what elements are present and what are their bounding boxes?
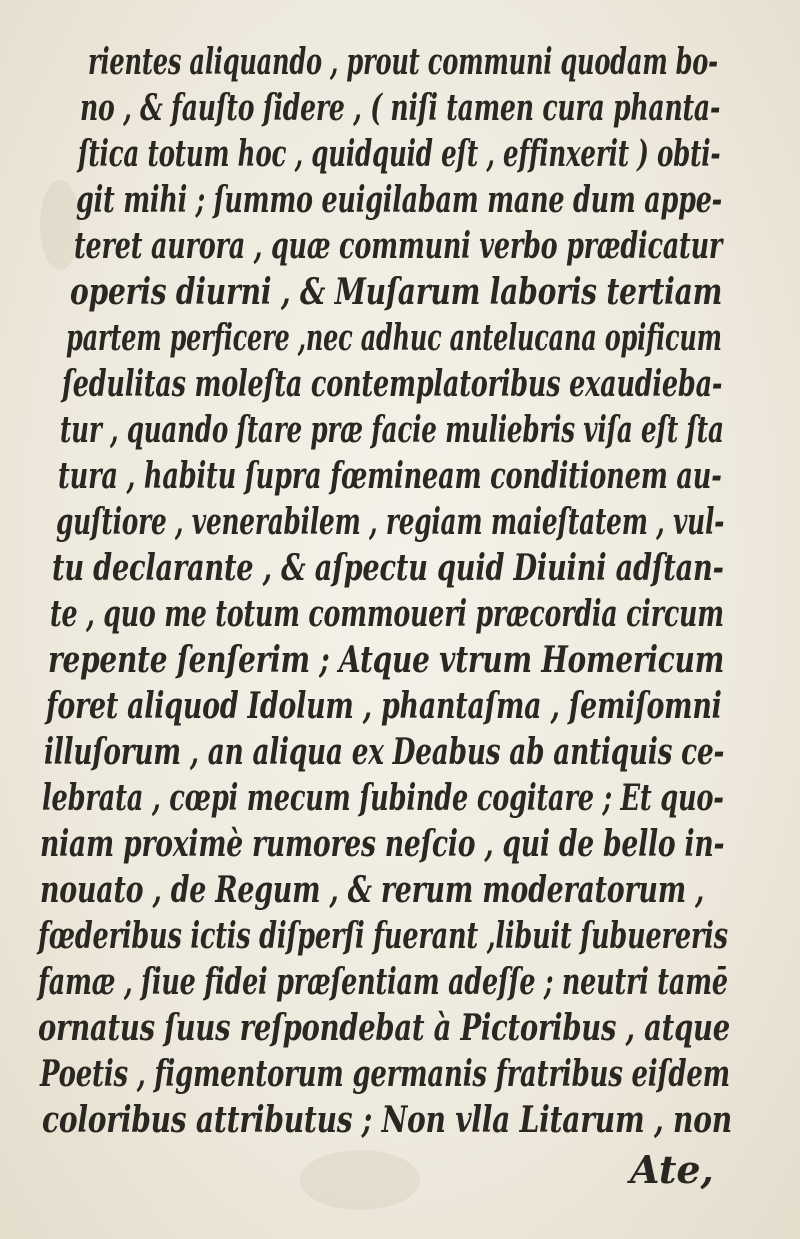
catchword: Ate,: [630, 1147, 714, 1192]
text-line: teret aurora , quæ communi verbo prædicatur: [74, 225, 723, 267]
text-line: no , & fauſto ſidere , ( niſi tamen cura phanta-: [80, 87, 721, 129]
text-line: famæ , ſiue fidei præſentiam adeſſe ; neutri tamē: [38, 961, 728, 1003]
text-line: rientes aliquando , prout communi quodam bo-: [88, 41, 718, 83]
text-line: git mihi ; ſummo euigilabam mane dum appe-: [76, 179, 723, 221]
text-line: foret aliquod Idolum , phantaſma , ſemiſomni: [46, 685, 722, 727]
text-line: guſtiore , venerabilem , regiam maieſtatem , vul-: [56, 501, 725, 543]
text-line: tu declarante , & aſpectu quid Diuini adſtan-: [52, 547, 724, 589]
text-line: repente ſenſerim ; Atque vtrum Homericum: [48, 639, 725, 681]
text-line: lebrata , cœpi mecum ſubinde cogitare ; Et quo-: [42, 777, 724, 819]
text-line: fœderibus ictis diſperſi fuerant ,libuit ſubuereris: [38, 915, 728, 957]
text-line: tura , habitu ſupra fœmineam conditionem au-: [58, 455, 722, 497]
text-line: operis diurni , & Muſarum laboris tertiam: [70, 271, 723, 313]
text-line: tur , quando ſtare præ facie muliebris viſa eſt ſta: [60, 409, 724, 451]
text-line: te , quo me totum commoueri præcordia circum: [50, 593, 724, 635]
text-line: ornatus ſuus reſpondebat à Pictoribus , atque: [38, 1007, 730, 1049]
text-line: partem perficere ,nec adhuc antelucana opificum: [66, 317, 722, 359]
text-line: nouato , de Regum , & rerum moderatorum ,: [40, 869, 705, 911]
text-line: ſedulitas moleſta contemplatoribus exaudieba-: [62, 363, 723, 405]
text-line: ſtica totum hoc , quidquid eſt , effinxerit ) obti-: [78, 133, 721, 175]
text-line: niam proximè rumores neſcio , qui de bello in-: [40, 823, 725, 865]
text-line: illuſorum , an aliqua ex Deabus ab antiquis ce-: [44, 731, 725, 773]
text-line: Poetis , figmentorum germanis fratribus eiſdem: [40, 1053, 730, 1095]
text-line: coloribus attributus ; Non vlla Litarum , non: [42, 1099, 732, 1141]
